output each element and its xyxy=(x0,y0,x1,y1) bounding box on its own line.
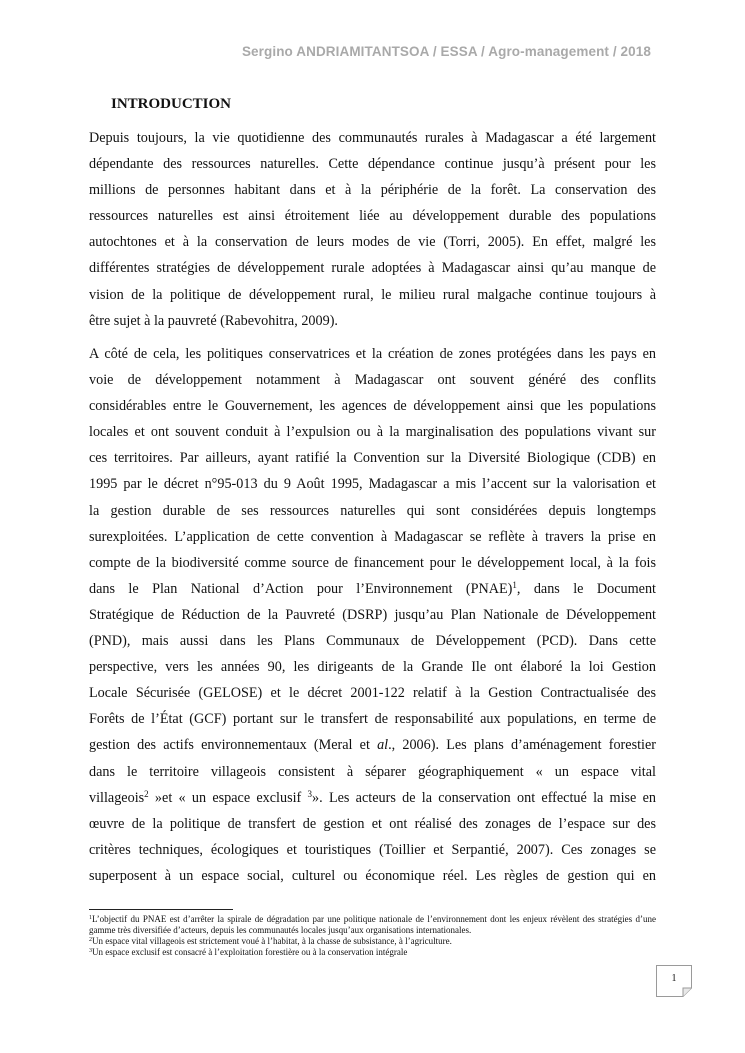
paragraph-line: considérables entre le Gouvernement, les agences de développement ainsi que les populations xyxy=(89,398,656,415)
footnote-3 xyxy=(89,947,656,958)
paragraph-line: être sujet à la pauvreté (Rabevohitra, 2009). xyxy=(89,312,338,329)
paragraph-line: différentes stratégies de développement rurale adoptées à Madagascar ainsi qu’au manque de xyxy=(89,260,656,277)
section-title: INTRODUCTION xyxy=(111,96,232,112)
paragraph-line: Forêts de l’État (GCF) portant sur le transfert de responsabilité aux populations, en terme de xyxy=(89,711,656,728)
footnote-ref-1[interactable]: 1 xyxy=(512,579,517,590)
paragraph-line: œuvre de la politique de transfert de gestion et ont réalisé des zonages de l’espace sur des xyxy=(89,815,656,832)
paragraph-line: vision de la politique de développement rural, le milieu rural malgache continue toujours à xyxy=(89,286,656,303)
footnote-text: Un espace exclusif est consacré à l’exploitation forestière ou à la conservation intégrale xyxy=(92,947,408,957)
text-run: dans le Plan National d’Action pour l’Environnement (PNAE) xyxy=(89,580,513,597)
paragraph-line: ces territoires. Par ailleurs, ayant ratifié la Convention sur la Diversité Biologique (CDB) en xyxy=(89,450,656,467)
footnote-number: 2 xyxy=(89,937,92,943)
text-run: ». Les acteurs de la conservation ont effectué la mise en xyxy=(312,789,657,806)
paragraph-line: Depuis toujours, la vie quotidienne des communautés rurales à Madagascar a été largement xyxy=(89,130,656,146)
text-run: ., 2006). Les plans d’aménagement forestier xyxy=(388,737,656,754)
paragraph-line: locales et ont souvent conduit à l’expulsion ou à la marginalisation des populations vivant sur xyxy=(89,424,656,441)
paragraph-line: (PND), mais aussi dans les Plans Communaux de Développement (PCD). Dans cette xyxy=(89,633,656,650)
footnote-1 xyxy=(89,914,656,936)
paragraph-1 xyxy=(89,125,656,334)
footnote-number: 1 xyxy=(89,915,92,921)
paragraph-line: surexploitées. L’application de cette convention à Madagascar se reflète à travers la prise en xyxy=(89,528,656,545)
paragraph-line: la gestion durable de ses ressources naturelles qui sont considérées depuis longtemps xyxy=(89,502,656,519)
footnote-ref-3[interactable]: 3 xyxy=(307,788,313,799)
paragraph-line: millions de personnes habitant dans et à la périphérie de la forêt. La conservation des xyxy=(89,182,656,199)
footnotes xyxy=(89,914,656,958)
italic-run: al xyxy=(377,737,389,754)
paragraph-line: A côté de cela, les politiques conservatrices et la création de zones protégées dans les pays en xyxy=(89,346,656,362)
page-number: 1 xyxy=(671,973,677,984)
paragraph-line xyxy=(89,576,656,602)
footnote-text: L’objectif du PNAE est d’arrêter la spirale de dégradation par une politique nationale de l’environnement dont les enjeux révèlent des stratégies d’une gamme très diversifiée d’acteurs, depuis les communautés locales jusqu’aux organisations internationales. xyxy=(89,914,656,935)
paragraph-line: 1995 par le décret n°95-013 du 9 Août 1995, Madagascar a mis l’accent sur la valorisation et xyxy=(89,476,656,493)
paragraph-line: dans le territoire villageois consistent à séparer géographiquement « un espace vital xyxy=(89,763,656,780)
footnote-text: Un espace vital villageois est strictement voué à l’habitat, à la chasse de subsistance, à l’agriculture. xyxy=(92,936,452,946)
footnote-separator xyxy=(89,909,233,910)
footnote-2 xyxy=(89,936,656,947)
text-run: , dans le Document xyxy=(516,580,656,597)
paragraph-line: compte de la biodiversité comme source de financement pour le développement local, à la fois xyxy=(89,554,656,571)
paragraph-line: ressources naturelles est ainsi étroitement liée au développement durable des populations xyxy=(89,208,656,225)
text-run: gestion des actifs environnementaux (Meral et xyxy=(89,737,378,754)
footnote-ref-2[interactable]: 2 xyxy=(144,788,149,799)
text-run: »et « un espace exclusif xyxy=(148,789,308,806)
paragraph-line: dépendante des ressources naturelles. Cette dépendance continue jusqu’à présent pour les xyxy=(89,156,656,173)
paragraph-2 xyxy=(89,341,656,889)
running-header: Sergino ANDRIAMITANTSOA / ESSA / Agro-management / 2018 xyxy=(241,44,651,59)
paragraph-line: voie de développement notamment à Madagascar ont souvent généré des conflits xyxy=(89,372,656,389)
text-run: villageois xyxy=(89,789,145,806)
paragraph-line: superposent à un espace social, culturel ou économique réel. Les règles de gestion qui en xyxy=(89,867,656,884)
paragraph-line: perspective, vers les années 90, les dirigeants de la Grande Ile ont élaboré la loi Gestion xyxy=(89,659,656,676)
footnote-number: 3 xyxy=(89,948,92,954)
paragraph-line xyxy=(89,785,656,811)
paragraph-line: autochtones et à la conservation de leurs modes de vie (Torri, 2005). En effet, malgré les xyxy=(89,234,656,251)
paragraph-line: Locale Sécurisée (GELOSE) et le décret 2001-122 relatif à la Gestion Contractualisée des xyxy=(89,685,656,702)
paragraph-line: critères techniques, écologiques et touristiques (Toillier et Serpantié, 2007). Ces zonages se xyxy=(89,841,656,858)
page-number-box xyxy=(656,965,692,997)
paragraph-line: Stratégique de Réduction de la Pauvreté (DSRP) jusqu’au Plan Nationale de Développement xyxy=(89,606,656,623)
paragraph-line xyxy=(89,732,656,758)
